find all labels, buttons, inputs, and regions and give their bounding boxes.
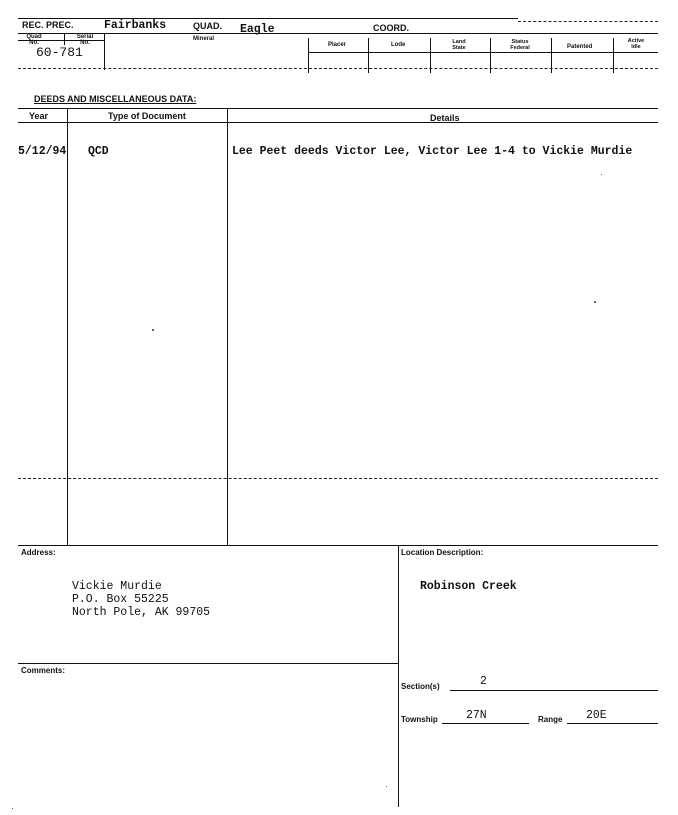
header-mid-rule [18,33,658,34]
header-top-rule-dashed [518,21,658,22]
header-divider [104,33,105,70]
location-description-label: Location Description: [401,548,484,557]
range-value: 20E [586,709,607,722]
deeds-bottom-rule [18,545,658,546]
placer-label: Placer [328,42,347,48]
col-header-year: Year [29,111,49,121]
header-divider [64,33,65,45]
header-sub-rule [18,40,104,41]
quad-value: Eagle [240,23,275,36]
township-label: Township [401,715,438,724]
header-top-rule [18,18,518,19]
range-underline [567,723,658,724]
patented-label: Patented [567,44,593,50]
scan-speck [601,174,602,175]
scan-speck [12,808,13,809]
address-line-2: P.O. Box 55225 [72,593,169,606]
lode-label: Lode [391,42,406,48]
coord-label: COORD. [373,23,409,33]
deeds-col-divider [227,108,228,545]
quad-serial-value: 60-781 [36,45,83,60]
address-label: Address: [21,548,56,557]
township-underline [442,723,529,724]
section-label: Section(s) [401,682,440,691]
active-idle-label: Active Idle [627,38,645,50]
scan-speck [594,301,596,303]
township-value: 27N [466,709,487,722]
header-bottom-dashed [18,68,658,69]
address-line-3: North Pole, AK 99705 [72,606,211,619]
col-header-details: Details [430,113,460,123]
quad-no-label: Quad No. [26,34,42,46]
deeds-section-title: DEEDS AND MISCELLANEOUS DATA: [34,94,197,104]
row-year: 5/12/94 [18,145,67,158]
rec-prec-label: REC. PREC. [22,20,74,30]
scan-speck [386,786,387,787]
col-header-type: Type of Document [108,111,186,121]
address-location-divider [398,545,399,807]
land-state-label: Land State [452,39,466,51]
status-federal-label: Status Federal [510,39,530,51]
deeds-col-divider [67,108,68,545]
deeds-header-rule [18,122,658,123]
range-label: Range [538,715,563,724]
comments-label: Comments: [21,666,66,675]
deeds-lower-dashed [18,478,658,479]
scan-speck [152,329,154,331]
serial-no-label: Serial No. [76,34,94,46]
section-underline [450,690,658,691]
section-value: 2 [480,675,487,688]
comments-top-rule [18,663,398,664]
row-details: Lee Peet deeds Victor Lee, Victor Lee 1-4 to Vickie Murdie [232,145,633,158]
deeds-top-rule [18,108,658,109]
quad-label: QUAD. [193,21,222,31]
address-line-1: Vickie Murdie [72,580,162,593]
location-description-value: Robinson Creek [420,580,517,593]
rec-prec-value: Fairbanks [104,19,167,32]
row-type: QCD [88,145,109,158]
mineral-label: Mineral [193,36,215,42]
header-inner-rule [308,52,658,53]
